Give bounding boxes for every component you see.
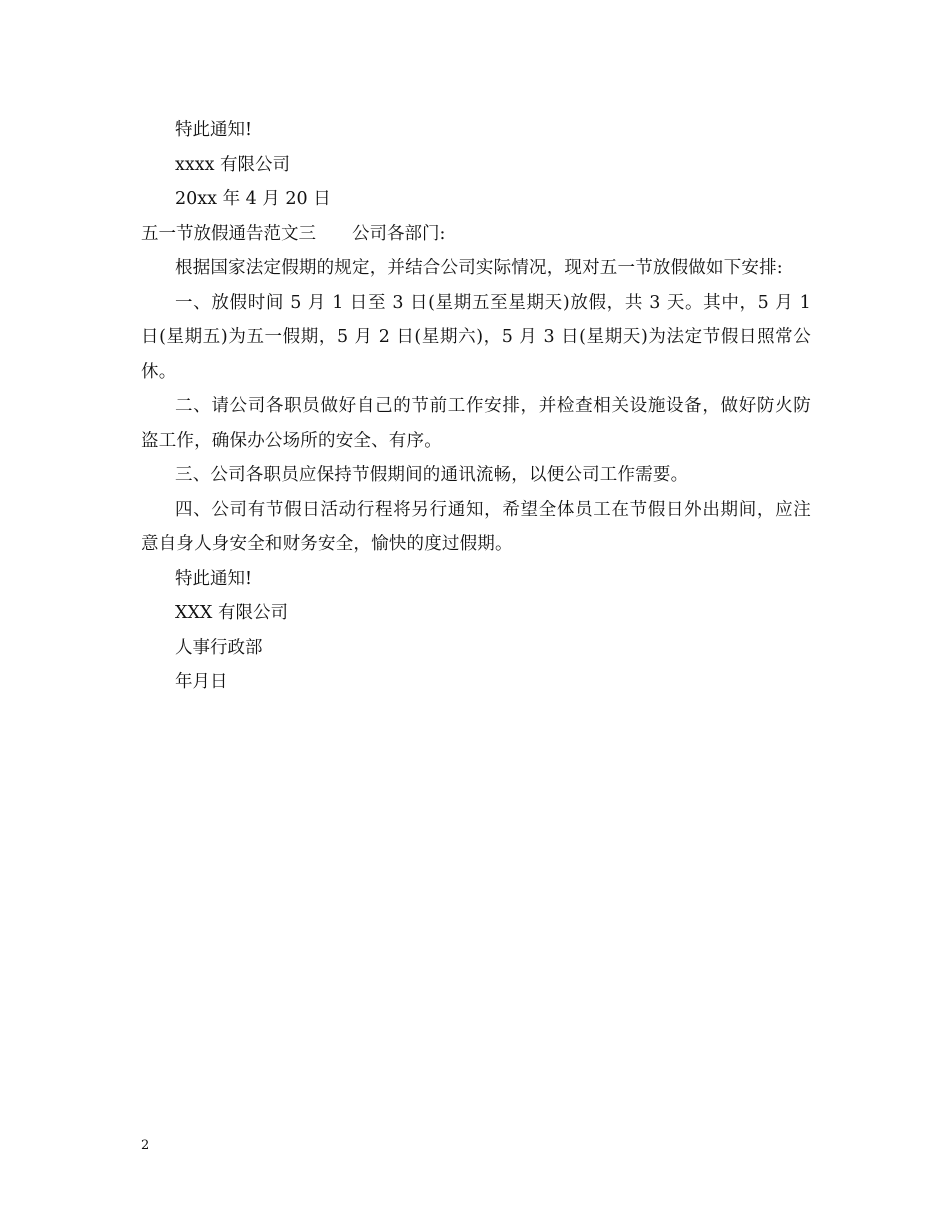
- company-name-top: xxxx 有限公司: [175, 154, 291, 175]
- activity-safety-paragraph: 四、公司有节假日活动行程将另行通知，希望全体员工在节假日外出期间，应注意自身人身安全和财务安全，愉快的度过假期。: [141, 499, 811, 554]
- preparation-paragraph: 二、请公司各职员做好自己的节前工作安排，并检查相关设施设备，做好防火防盗工作，确保办公场所的安全、有序。: [141, 396, 811, 451]
- closing-notice-bottom: 特此通知!: [175, 568, 253, 589]
- holiday-period-paragraph: 一、放假时间 5 月 1 日至 3 日(星期五至星期天)放假，共 3 天。其中，5 月 1 日(星期五)为五一假期，5 月 2 日(星期六)，5 月 3 日(星期天)为法定节假日照常公休。: [141, 292, 811, 382]
- company-name-bottom: XXX 有限公司: [175, 603, 288, 623]
- document-body: [141, 113, 811, 700]
- communication-paragraph: 三、公司各职员应保持节假期间的通讯流畅，以便公司工作需要。: [175, 465, 689, 485]
- addressee: 公司各部门:: [352, 223, 446, 244]
- section-title-line: [141, 217, 811, 252]
- intro-paragraph: 根据国家法定假期的规定，并结合公司实际情况，现对五一节放假做如下安排:: [175, 258, 783, 278]
- issue-date-bottom: 年月日: [175, 672, 228, 692]
- department-name: 人事行政部: [175, 637, 263, 658]
- issue-date-top: 20xx 年 4 月 20 日: [175, 189, 331, 209]
- closing-notice-top: 特此通知!: [175, 120, 253, 140]
- page-number: 2: [141, 1138, 150, 1153]
- section-title: 五一节放假通告范文三: [141, 223, 316, 244]
